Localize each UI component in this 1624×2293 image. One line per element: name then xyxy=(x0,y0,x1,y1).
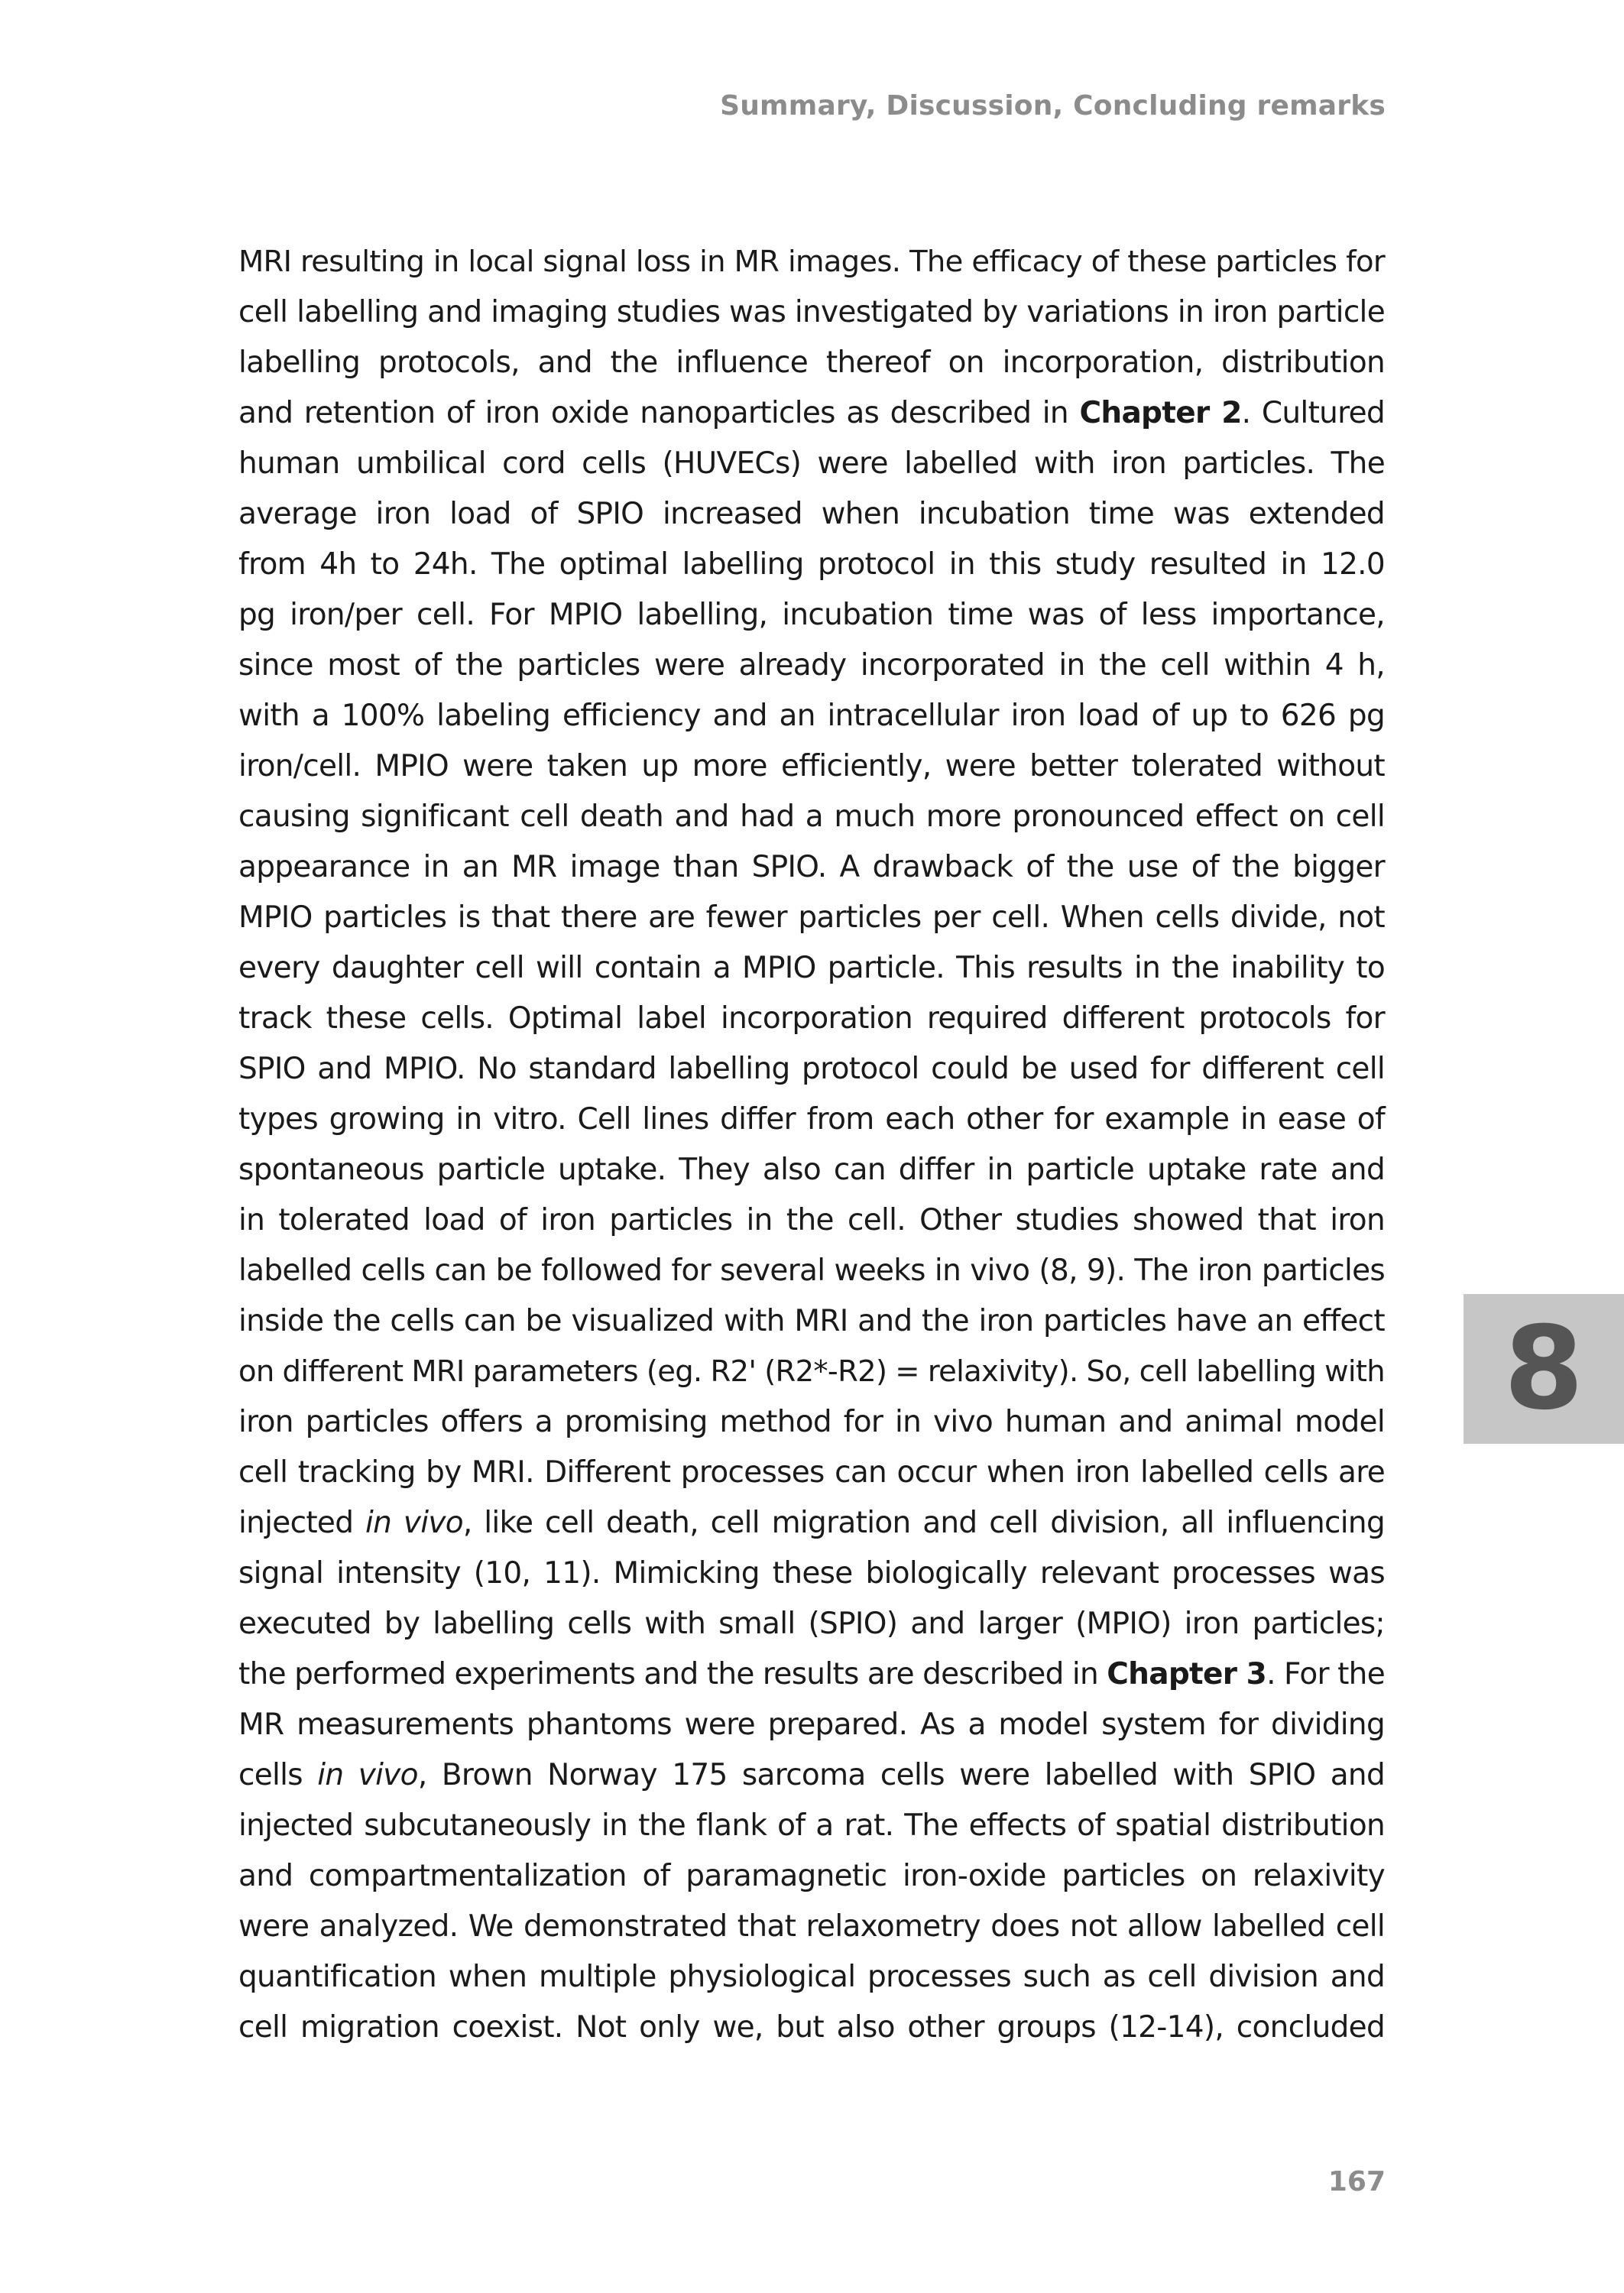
body-line: and compartmentalization of paramagnetic iron-oxide particles on relaxivity xyxy=(238,1859,1385,1893)
body-line: iron/cell. MPIO were taken up more efficiently, were better tolerated without xyxy=(238,749,1385,783)
body-text xyxy=(238,237,1385,2053)
body-line: cell labelling and imaging studies was investigated by variations in iron particle xyxy=(238,295,1385,329)
body-line: from 4h to 24h. The optimal labelling protocol in this study resulted in 12.0 xyxy=(238,547,1385,582)
italic-term: in vivo xyxy=(365,1506,463,1540)
chapter-number: 8 xyxy=(1503,1302,1584,1435)
body-line: in tolerated load of iron particles in the cell. Other studies showed that iron xyxy=(238,1203,1385,1237)
body-line: spontaneous particle uptake. They also can differ in particle uptake rate and xyxy=(238,1153,1385,1187)
body-line: track these cells. Optimal label incorporation required different protocols for xyxy=(238,1001,1385,1036)
body-line: cell migration coexist. Not only we, but also other groups (12-14), concluded xyxy=(238,2010,1385,2045)
body-line: and retention of iron oxide nanoparticles as described in Chapter 2. Cultured xyxy=(238,396,1385,430)
body-line: labelled cells can be followed for several weeks in vivo (8, 9). The iron particles xyxy=(238,1254,1385,1288)
body-line: executed by labelling cells with small (SPIO) and larger (MPIO) iron particles; xyxy=(238,1607,1385,1641)
body-line: were analyzed. We demonstrated that relaxometry does not allow labelled cell xyxy=(238,1909,1385,1944)
body-line: the performed experiments and the results are described in Chapter 3. For the xyxy=(238,1657,1385,1691)
body-line: average iron load of SPIO increased when incubation time was extended xyxy=(238,497,1385,531)
chapter-tab xyxy=(1464,1294,1624,1444)
body-line: injected subcutaneously in the flank of a rat. The effects of spatial distribution xyxy=(238,1808,1385,1843)
body-line: MPIO particles is that there are fewer particles per cell. When cells divide, not xyxy=(238,900,1385,935)
body-line: appearance in an MR image than SPIO. A drawback of the use of the bigger xyxy=(238,850,1385,884)
body-line: types growing in vitro. Cell lines differ from each other for example in ease of xyxy=(238,1102,1385,1137)
body-line: every daughter cell will contain a MPIO particle. This results in the inability to xyxy=(238,951,1385,985)
page-number: 167 xyxy=(1327,2166,1386,2197)
chapter-reference: Chapter 2 xyxy=(1079,396,1242,430)
body-line: causing significant cell death and had a much more pronounced effect on cell xyxy=(238,799,1385,834)
body-line: pg iron/per cell. For MPIO labelling, incubation time was of less importance, xyxy=(238,598,1385,632)
body-line: cell tracking by MRI. Different processes can occur when iron labelled cells are xyxy=(238,1455,1385,1490)
chapter-reference: Chapter 3 xyxy=(1107,1657,1267,1691)
body-line: SPIO and MPIO. No standard labelling protocol could be used for different cell xyxy=(238,1052,1385,1086)
body-line: human umbilical cord cells (HUVECs) were labelled with iron particles. The xyxy=(238,446,1385,481)
body-line: inside the cells can be visualized with MRI and the iron particles have an effect xyxy=(238,1304,1385,1338)
body-line: cells in vivo, Brown Norway 175 sarcoma cells were labelled with SPIO and xyxy=(238,1758,1386,1792)
body-line: with a 100% labeling efficiency and an intracellular iron load of up to 626 pg xyxy=(238,699,1385,733)
body-line: injected in vivo, like cell death, cell migration and cell division, all influencing xyxy=(238,1506,1385,1540)
body-line: MRI resulting in local signal loss in MR images. The efficacy of these particles for xyxy=(238,245,1385,279)
body-line: on different MRI parameters (eg. R2' (R2*-R2) = relaxivity). So, cell labelling with xyxy=(238,1354,1385,1389)
body-line: MR measurements phantoms were prepared. As a model system for dividing xyxy=(238,1708,1385,1742)
running-header: Summary, Discussion, Concluding remarks xyxy=(720,90,1386,122)
body-line: quantification when multiple physiological processes such as cell division and xyxy=(238,1960,1385,1994)
italic-term: in vivo xyxy=(317,1758,418,1792)
body-line: since most of the particles were already incorporated in the cell within 4 h, xyxy=(238,648,1385,683)
body-line: signal intensity (10, 11). Mimicking these biologically relevant processes was xyxy=(238,1556,1385,1591)
body-line: labelling protocols, and the influence thereof on incorporation, distribution xyxy=(238,345,1385,380)
body-line: iron particles offers a promising method for in vivo human and animal model xyxy=(238,1405,1385,1439)
